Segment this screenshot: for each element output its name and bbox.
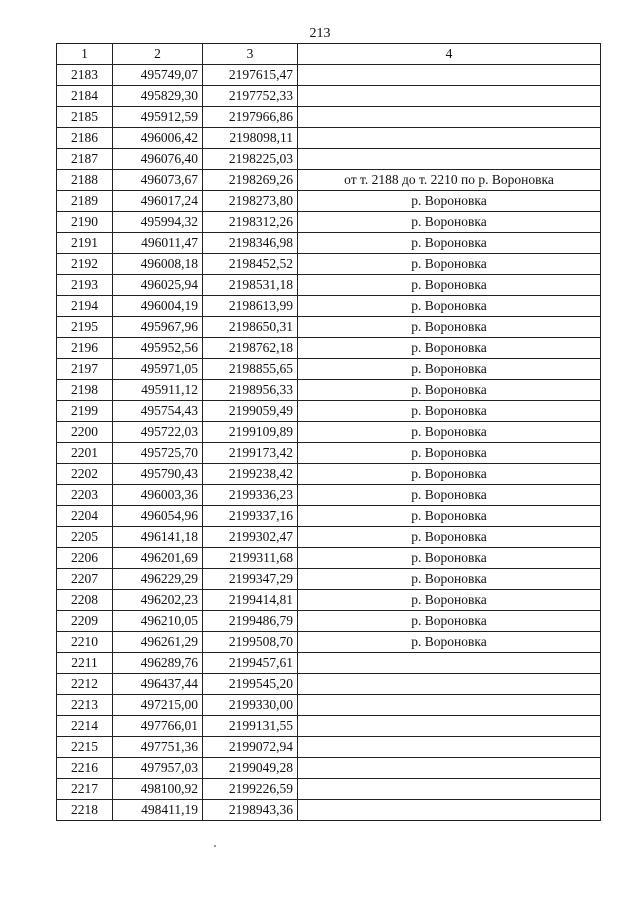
description-cell: р. Вороновка	[298, 590, 601, 611]
x-coordinate-cell: 496006,42	[113, 128, 203, 149]
table-row	[57, 569, 601, 590]
x-coordinate-cell: 498411,19	[113, 800, 203, 821]
description-cell: р. Вороновка	[298, 506, 601, 527]
point-number-cell: 2217	[57, 779, 113, 800]
table-row	[57, 170, 601, 191]
point-number-cell: 2212	[57, 674, 113, 695]
description-cell: р. Вороновка	[298, 359, 601, 380]
table-row	[57, 611, 601, 632]
y-coordinate-cell: 2198613,99	[203, 296, 298, 317]
y-coordinate-cell: 2197752,33	[203, 86, 298, 107]
y-coordinate-cell: 2199508,70	[203, 632, 298, 653]
x-coordinate-cell: 495994,32	[113, 212, 203, 233]
description-cell: р. Вороновка	[298, 443, 601, 464]
y-coordinate-cell: 2198312,26	[203, 212, 298, 233]
y-coordinate-cell: 2198762,18	[203, 338, 298, 359]
x-coordinate-cell: 495754,43	[113, 401, 203, 422]
point-number-cell: 2191	[57, 233, 113, 254]
x-coordinate-cell: 497957,03	[113, 758, 203, 779]
description-cell	[298, 128, 601, 149]
point-number-cell: 2194	[57, 296, 113, 317]
description-cell: р. Вороновка	[298, 485, 601, 506]
description-cell	[298, 674, 601, 695]
point-number-cell: 2210	[57, 632, 113, 653]
description-cell: р. Вороновка	[298, 422, 601, 443]
description-cell: р. Вороновка	[298, 233, 601, 254]
description-cell: р. Вороновка	[298, 296, 601, 317]
table-row	[57, 527, 601, 548]
point-number-cell: 2205	[57, 527, 113, 548]
table-row	[57, 590, 601, 611]
x-coordinate-cell: 495971,05	[113, 359, 203, 380]
x-coordinate-cell: 496073,67	[113, 170, 203, 191]
point-number-cell: 2216	[57, 758, 113, 779]
table-row	[57, 758, 601, 779]
x-coordinate-cell: 495725,70	[113, 443, 203, 464]
y-coordinate-cell: 2198943,36	[203, 800, 298, 821]
y-coordinate-cell: 2199545,20	[203, 674, 298, 695]
y-coordinate-cell: 2198098,11	[203, 128, 298, 149]
x-coordinate-cell: 496202,23	[113, 590, 203, 611]
table-row	[57, 716, 601, 737]
point-number-cell: 2201	[57, 443, 113, 464]
page-number: 213	[309, 26, 331, 41]
point-number-cell: 2195	[57, 317, 113, 338]
y-coordinate-cell: 2199311,68	[203, 548, 298, 569]
point-number-cell: 2198	[57, 380, 113, 401]
point-number-cell: 2206	[57, 548, 113, 569]
y-coordinate-cell: 2197966,86	[203, 107, 298, 128]
description-cell	[298, 737, 601, 758]
point-number-cell: 2200	[57, 422, 113, 443]
point-number-cell: 2207	[57, 569, 113, 590]
x-coordinate-cell: 495952,56	[113, 338, 203, 359]
y-coordinate-cell: 2198650,31	[203, 317, 298, 338]
x-coordinate-cell: 495912,59	[113, 107, 203, 128]
point-number-cell: 2184	[57, 86, 113, 107]
description-cell: р. Вороновка	[298, 191, 601, 212]
point-number-cell: 2183	[57, 65, 113, 86]
x-coordinate-cell: 496261,29	[113, 632, 203, 653]
x-coordinate-cell: 496011,47	[113, 233, 203, 254]
y-coordinate-cell: 2199059,49	[203, 401, 298, 422]
description-cell	[298, 149, 601, 170]
table-row	[57, 695, 601, 716]
x-coordinate-cell: 495911,12	[113, 380, 203, 401]
y-coordinate-cell: 2198531,18	[203, 275, 298, 296]
description-cell	[298, 86, 601, 107]
point-number-cell: 2218	[57, 800, 113, 821]
y-coordinate-cell: 2198269,26	[203, 170, 298, 191]
description-cell: р. Вороновка	[298, 548, 601, 569]
description-cell: р. Вороновка	[298, 212, 601, 233]
x-coordinate-cell: 495749,07	[113, 65, 203, 86]
table-row	[57, 65, 601, 86]
table-body	[57, 65, 601, 821]
coordinates-table	[56, 43, 601, 821]
y-coordinate-cell: 2199486,79	[203, 611, 298, 632]
description-cell: р. Вороновка	[298, 569, 601, 590]
y-coordinate-cell: 2199457,61	[203, 653, 298, 674]
table-row	[57, 128, 601, 149]
point-number-cell: 2214	[57, 716, 113, 737]
point-number-cell: 2196	[57, 338, 113, 359]
point-number-cell: 2211	[57, 653, 113, 674]
table-row	[57, 317, 601, 338]
point-number-cell: 2199	[57, 401, 113, 422]
description-cell	[298, 800, 601, 821]
point-number-cell: 2204	[57, 506, 113, 527]
description-cell: р. Вороновка	[298, 380, 601, 401]
point-number-cell: 2187	[57, 149, 113, 170]
table-row	[57, 191, 601, 212]
x-coordinate-cell: 496201,69	[113, 548, 203, 569]
table-row	[57, 653, 601, 674]
table-row	[57, 485, 601, 506]
table-row	[57, 338, 601, 359]
header-x-coordinate: 2	[113, 44, 203, 65]
description-cell	[298, 653, 601, 674]
y-coordinate-cell: 2199109,89	[203, 422, 298, 443]
y-coordinate-cell: 2199414,81	[203, 590, 298, 611]
y-coordinate-cell: 2198273,80	[203, 191, 298, 212]
x-coordinate-cell: 496008,18	[113, 254, 203, 275]
y-coordinate-cell: 2199336,23	[203, 485, 298, 506]
point-number-cell: 2188	[57, 170, 113, 191]
point-number-cell: 2203	[57, 485, 113, 506]
point-number-cell: 2189	[57, 191, 113, 212]
table-row	[57, 632, 601, 653]
description-cell: р. Вороновка	[298, 632, 601, 653]
x-coordinate-cell: 496003,36	[113, 485, 203, 506]
x-coordinate-cell: 498100,92	[113, 779, 203, 800]
table-row	[57, 422, 601, 443]
description-cell: р. Вороновка	[298, 611, 601, 632]
table-row	[57, 464, 601, 485]
table-row	[57, 149, 601, 170]
x-coordinate-cell: 497751,36	[113, 737, 203, 758]
x-coordinate-cell: 495967,96	[113, 317, 203, 338]
description-cell: р. Вороновка	[298, 275, 601, 296]
table-row	[57, 275, 601, 296]
y-coordinate-cell: 2198452,52	[203, 254, 298, 275]
header-y-coordinate: 3	[203, 44, 298, 65]
point-number-cell: 2193	[57, 275, 113, 296]
x-coordinate-cell: 497215,00	[113, 695, 203, 716]
x-coordinate-cell: 496289,76	[113, 653, 203, 674]
table-row	[57, 296, 601, 317]
y-coordinate-cell: 2199049,28	[203, 758, 298, 779]
description-cell: р. Вороновка	[298, 338, 601, 359]
point-number-cell: 2197	[57, 359, 113, 380]
header-description: 4	[298, 44, 601, 65]
y-coordinate-cell: 2199173,42	[203, 443, 298, 464]
header-row	[57, 44, 601, 65]
y-coordinate-cell: 2198956,33	[203, 380, 298, 401]
x-coordinate-cell: 496054,96	[113, 506, 203, 527]
point-number-cell: 2202	[57, 464, 113, 485]
y-coordinate-cell: 2199131,55	[203, 716, 298, 737]
description-cell: от т. 2188 до т. 2210 по р. Вороновка	[298, 170, 601, 191]
table-row	[57, 800, 601, 821]
y-coordinate-cell: 2199238,42	[203, 464, 298, 485]
x-coordinate-cell: 496025,94	[113, 275, 203, 296]
y-coordinate-cell: 2197615,47	[203, 65, 298, 86]
x-coordinate-cell: 496017,24	[113, 191, 203, 212]
description-cell: р. Вороновка	[298, 254, 601, 275]
table-row	[57, 254, 601, 275]
description-cell	[298, 758, 601, 779]
x-coordinate-cell: 496141,18	[113, 527, 203, 548]
point-number-cell: 2213	[57, 695, 113, 716]
y-coordinate-cell: 2199337,16	[203, 506, 298, 527]
description-cell	[298, 65, 601, 86]
y-coordinate-cell: 2199330,00	[203, 695, 298, 716]
description-cell	[298, 716, 601, 737]
description-cell	[298, 695, 601, 716]
point-number-cell: 2185	[57, 107, 113, 128]
x-coordinate-cell: 496437,44	[113, 674, 203, 695]
scan-speck	[214, 845, 216, 847]
point-number-cell: 2186	[57, 128, 113, 149]
table-row	[57, 359, 601, 380]
x-coordinate-cell: 495829,30	[113, 86, 203, 107]
table-row	[57, 86, 601, 107]
table-header	[57, 44, 601, 65]
x-coordinate-cell: 497766,01	[113, 716, 203, 737]
y-coordinate-cell: 2199072,94	[203, 737, 298, 758]
table-row	[57, 674, 601, 695]
y-coordinate-cell: 2198225,03	[203, 149, 298, 170]
table-row	[57, 380, 601, 401]
point-number-cell: 2215	[57, 737, 113, 758]
table-row	[57, 233, 601, 254]
description-cell: р. Вороновка	[298, 317, 601, 338]
x-coordinate-cell: 495790,43	[113, 464, 203, 485]
y-coordinate-cell: 2199302,47	[203, 527, 298, 548]
description-cell: р. Вороновка	[298, 527, 601, 548]
table-row	[57, 401, 601, 422]
x-coordinate-cell: 496210,05	[113, 611, 203, 632]
point-number-cell: 2208	[57, 590, 113, 611]
point-number-cell: 2209	[57, 611, 113, 632]
point-number-cell: 2192	[57, 254, 113, 275]
y-coordinate-cell: 2198346,98	[203, 233, 298, 254]
table-row	[57, 107, 601, 128]
y-coordinate-cell: 2199226,59	[203, 779, 298, 800]
table-row	[57, 506, 601, 527]
y-coordinate-cell: 2198855,65	[203, 359, 298, 380]
table-row	[57, 212, 601, 233]
table-row	[57, 548, 601, 569]
y-coordinate-cell: 2199347,29	[203, 569, 298, 590]
description-cell: р. Вороновка	[298, 464, 601, 485]
description-cell: р. Вороновка	[298, 401, 601, 422]
description-cell	[298, 107, 601, 128]
description-cell	[298, 779, 601, 800]
x-coordinate-cell: 496004,19	[113, 296, 203, 317]
header-point-number: 1	[57, 44, 113, 65]
table-row	[57, 779, 601, 800]
x-coordinate-cell: 495722,03	[113, 422, 203, 443]
x-coordinate-cell: 496229,29	[113, 569, 203, 590]
point-number-cell: 2190	[57, 212, 113, 233]
x-coordinate-cell: 496076,40	[113, 149, 203, 170]
table-row	[57, 443, 601, 464]
table-row	[57, 737, 601, 758]
